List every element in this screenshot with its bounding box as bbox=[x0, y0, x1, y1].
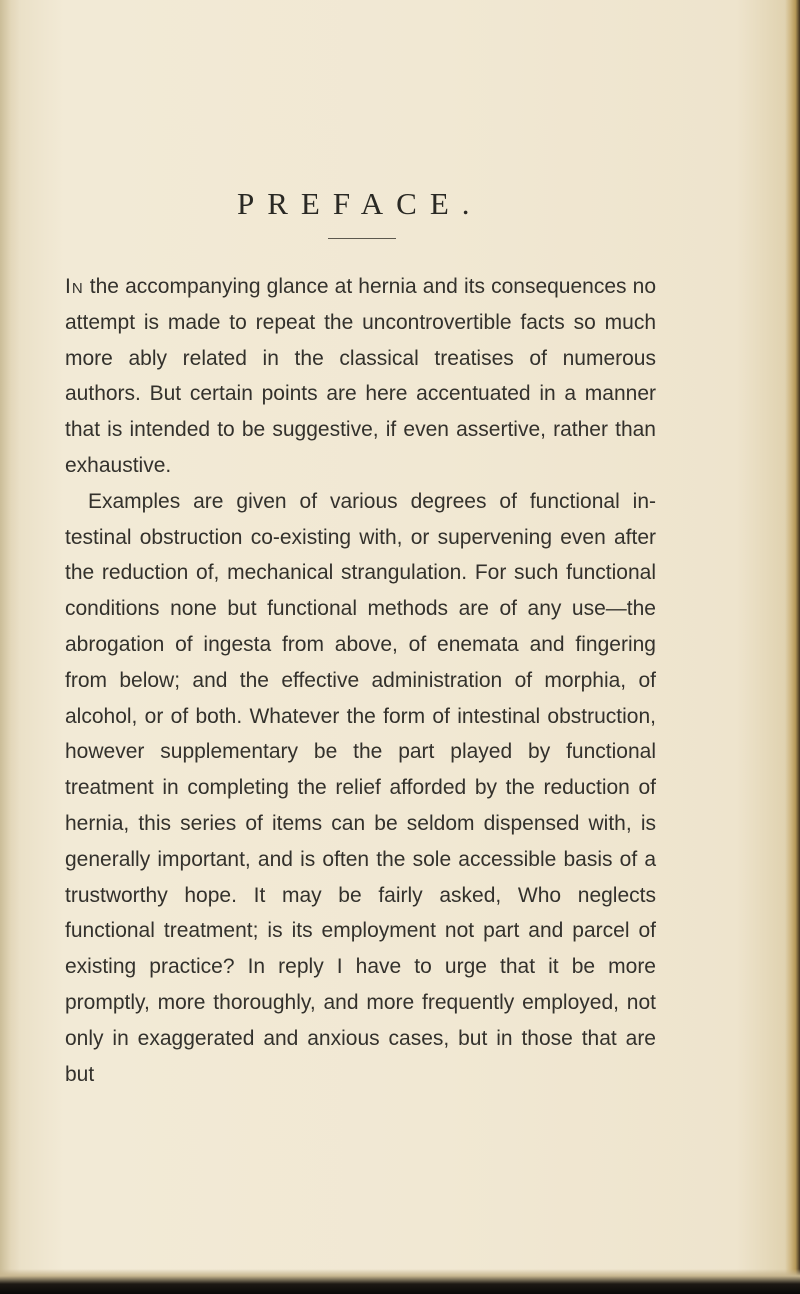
preface-body bbox=[65, 269, 656, 1092]
bottom-page-edge bbox=[0, 1269, 800, 1294]
heading-rule bbox=[328, 238, 396, 239]
right-page-edge bbox=[785, 0, 800, 1294]
paragraph-1-text: the accompanying glance at hernia and its consequences no attempt is made to repeat the uncontrovertible facts so much more ably related in the classical treatises of numerous authors. But certain points are here accentuated in a manner that is intended to be suggestive, if even assertive, rather than exhaustive. bbox=[65, 275, 656, 477]
paragraph-lead-word: In bbox=[65, 275, 84, 298]
left-page-shadow bbox=[0, 0, 20, 1294]
preface-paragraph-1 bbox=[65, 269, 656, 484]
preface-paragraph-2: Examples are given of various degrees of functional in-testinal obstruction co-existing with, or supervening even after the reduction of, mechanical strangulation. For such functional conditions none but functional methods are of any use—the abrogation of ingesta from above, of enemata and fingering from below; and the effective administration of morphia, of alcohol, or of both. Whatever the form of intestinal obstruction, however supplementary be the part played by functional treatment in completing the relief afforded by the reduction of hernia, this series of items can be seldom dispensed with, is generally important, and is often the sole accessible basis of a trustworthy hope. It may be fairly asked, Who neglects functional treatment; is its employment not part and parcel of existing practice? In reply I have to urge that it be more promptly, more thoroughly, and more frequently employed, not only in exaggerated and anxious cases, but in those that are but bbox=[65, 489, 656, 1086]
preface-heading: PREFACE. bbox=[237, 186, 483, 221]
